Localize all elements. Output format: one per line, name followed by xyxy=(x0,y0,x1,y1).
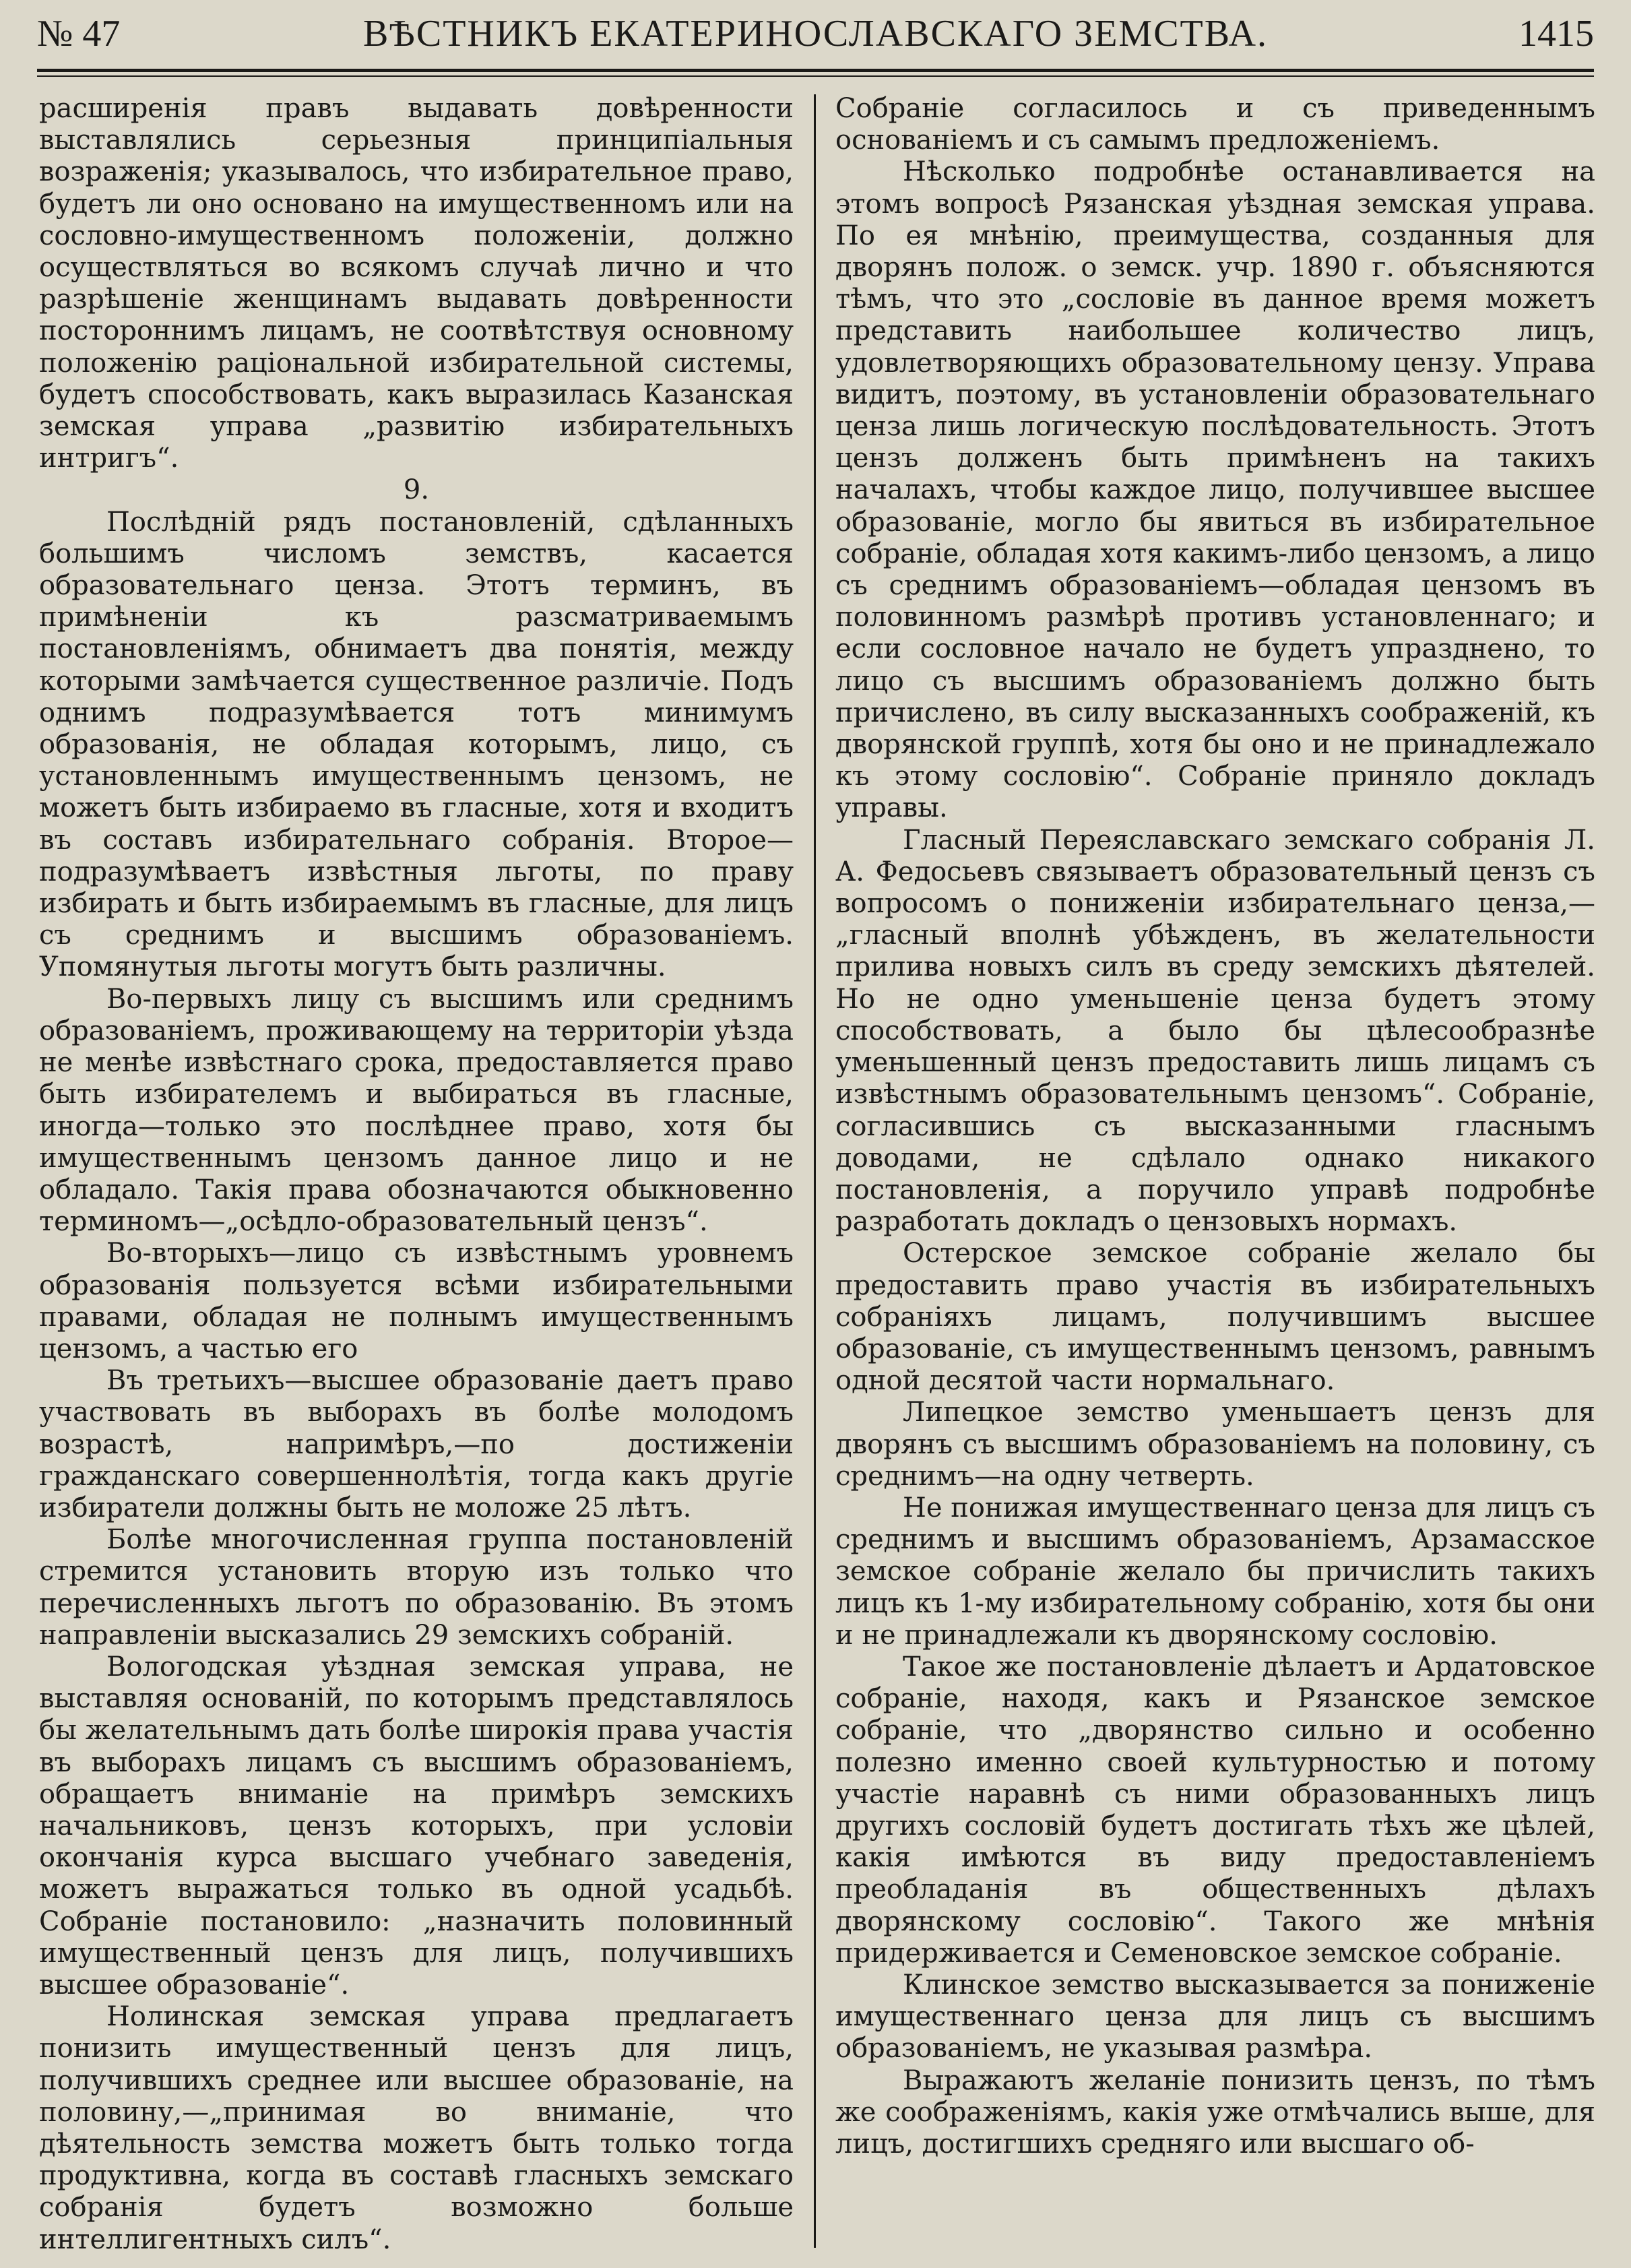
paragraph: Вологодская уѣздная земская управа, не выставляя основаній, по которымъ представлялось бы желательнымъ дать болѣе широкія права участія въ выборахъ лицамъ съ высшимъ образованіемъ, обращаетъ вниманіе на примѣръ земскихъ начальниковъ, цензъ которыхъ, при условіи окончанія курса высшаго учебнаго заведенія, можетъ выражаться только въ одной усадьбѣ. Собраніе постановило: „назначить половинный имущественный цензъ для лицъ, получившихъ высшее образованіе“. xyxy=(39,1651,794,2001)
paragraph: Собраніе согласилось и съ приведеннымъ основаніемъ и съ самымъ предложеніемъ. xyxy=(835,93,1595,156)
paragraph: Нѣсколько подробнѣе останавливается на этомъ вопросѣ Рязанская уѣздная земская управа. По ея мнѣнію, преимущества, созданныя для дворянъ полож. о земск. учр. 1890 г. объясняются тѣмъ, что это „сословіе въ данное время можетъ представить наибольшее количество лицъ, удовлетворяющихъ образовательному цензу. Управа видитъ, поэтому, въ установленіи образовательнаго ценза лишь логическую послѣдовательность. Этотъ цензъ долженъ быть примѣненъ на такихъ началахъ, чтобы каждое лицо, получившее высшее образованіе, могло бы явиться въ избирательное собраніе, обладая хотя какимъ-либо цензомъ, а лицо съ среднимъ образованіемъ—обладая цензомъ въ половинномъ размѣрѣ противъ установленнаго; и если сословное начало не будетъ упразднено, то лицо съ высшимъ образованіемъ должно быть причислено, въ силу высказанныхъ соображеній, къ дворянской группѣ, хотя бы оно и не принадлежало къ этому сословію“. Собраніе приняло докладъ управы. xyxy=(835,156,1595,824)
paragraph: Такое же постановленіе дѣлаетъ и Ардатовское собраніе, находя, какъ и Рязанское земское собраніе, что „дворянство сильно и особенно полезно именно своей культурностью и потому участіе наравнѣ съ ними образованныхъ лицъ другихъ сословій будетъ достигать тѣхъ же цѣлей, какія имѣются въ виду предоставленіемъ преобладанія въ общественныхъ дѣлахъ дворянскому сословію“. Такого же мнѣнія придерживается и Семеновское земское собраніе. xyxy=(835,1651,1595,1969)
section-number: 9. xyxy=(403,474,430,506)
paragraph: Болѣе многочисленная группа постановленій стремится установить вторую изъ только что перечисленныхъ льготъ по образованію. Въ этомъ направленіи высказались 29 земскихъ собраній. xyxy=(39,1524,794,1651)
paragraph: расширенія правъ выдавать довѣренности выставлялись серьезныя принципіальныя возраженія; указывалось, что избирательное право, будетъ ли оно основано на имущественномъ или на сословно-имущественномъ положеніи, должно осуществляться во всякомъ случаѣ лично и что разрѣшеніе женщинамъ выдавать довѣренности постороннимъ лицамъ, не соотвѣтствуя основному положенію раціональной избирательной системы, будетъ способствовать, какъ выразилась Казанская земская управа „развитію избирательныхъ интригъ“. xyxy=(39,93,794,474)
paragraph: Во-первыхъ лицу съ высшимъ или среднимъ образованіемъ, проживающему на территоріи уѣзда не менѣе извѣстнаго срока, предоставляется право быть избирателемъ и выбираться въ гласные, иногда—только это послѣднее право, хотя бы имущественнымъ цензомъ данное лицо и не обладало. Такія права обозначаются обыкновенно терминомъ—„осѣдло-образовательный цензъ“. xyxy=(39,983,794,1238)
paragraph: Липецкое земство уменьшаетъ цензъ для дворянъ съ высшимъ образованіемъ на половину, съ среднимъ—на одну четверть. xyxy=(835,1397,1595,1492)
right-column xyxy=(835,93,1595,2160)
column-divider xyxy=(814,94,816,2248)
paragraph: Остерское земское собраніе желало бы предоставить право участія въ избирательныхъ собраніяхъ лицамъ, получившимъ высшее образованіе, съ имущественнымъ цензомъ, равнымъ одной десятой части нормальнаго. xyxy=(835,1238,1595,1397)
paragraph: Послѣдній рядъ постановленій, сдѣланныхъ большимъ числомъ земствъ, касается образовательнаго ценза. Этотъ терминъ, въ примѣненіи къ разсматриваемымъ постановленіямъ, обнимаетъ два понятія, между которыми замѣчается существенное различіе. Подъ однимъ подразумѣвается тотъ минимумъ образованія, не обладая которымъ, лицо, съ установленнымъ имущественнымъ цензомъ, не можетъ быть избираемо въ гласные, хотя и входитъ въ составъ избирательнаго собранія. Второе—подразумѣваетъ извѣстныя льготы, по праву избирать и быть избираемымъ въ гласные, для лицъ съ среднимъ и высшимъ образованіемъ. Упомянутыя льготы могутъ быть различны. xyxy=(39,506,794,983)
issue-number: № 47 xyxy=(37,13,121,55)
header-rule xyxy=(37,69,1594,72)
left-column xyxy=(39,93,794,2256)
paragraph: Выражаютъ желаніе понизить цензъ, по тѣмъ же соображеніямъ, какія уже отмѣчались выше, для лицъ, достигшихъ средняго или высшаго об- xyxy=(835,2065,1595,2160)
page-number: 1415 xyxy=(1518,13,1594,55)
masthead-title: ВѢСТНИКЪ ЕКАТЕРИНОСЛАВСКАГО ЗЕМСТВА. xyxy=(362,13,1269,55)
paragraph: Не понижая имущественнаго ценза для лицъ съ среднимъ и высшимъ образованіемъ, Арзамасское земское собраніе желало бы причислить такихъ лицъ къ 1-му избирательному собранію, хотя бы они и не принадлежали къ дворянскому сословію. xyxy=(835,1492,1595,1651)
paragraph: Въ третьихъ—высшее образованіе даетъ право участвовать въ выборахъ въ болѣе молодомъ возрастѣ, напримѣръ,—по достиженіи гражданскаго совершеннолѣтія, тогда какъ другіе избиратели должны быть не моложе 25 лѣтъ. xyxy=(39,1365,794,1523)
paragraph: Во-вторыхъ—лицо съ извѣстнымъ уровнемъ образованія пользуется всѣми избирательными правами, обладая не полнымъ имущественнымъ цензомъ, а частью его xyxy=(39,1238,794,1364)
paragraph: Клинское земство высказывается за пониженіе имущественнаго ценза для лицъ съ высшимъ образованіемъ, не указывая размѣра. xyxy=(835,1969,1595,2065)
paragraph: Гласный Переяславскаго земскаго собранія Л. А. Федосьевъ связываетъ образовательный цензъ съ вопросомъ о пониженіи избирательнаго ценза,—„гласный вполнѣ убѣжденъ, въ желательности прилива новыхъ силъ въ среду земскихъ дѣятелей. Но не одно уменьшеніе ценза будетъ этому способствовать, а было бы цѣлесообразнѣе уменьшенный цензъ предоставить лишь лицамъ съ извѣстнымъ образовательнымъ цензомъ“. Собраніе, согласившись съ высказанными гласнымъ доводами, не сдѣлало однако никакого постановленія, а поручило управѣ подробнѣе разработать докладъ о цензовыхъ нормахъ. xyxy=(835,824,1595,1238)
header-rule-thin xyxy=(37,75,1594,77)
page-header xyxy=(37,7,1594,61)
paragraph: Нолинская земская управа предлагаетъ понизить имущественный цензъ для лицъ, получившихъ среднее или высшее образованіе, на половину,—„принимая во вниманіе, что дѣятельность земства можетъ быть только тогда продуктивна, когда въ составѣ гласныхъ земскаго собранія будетъ возможно больше интеллигентныхъ силъ“. xyxy=(39,2001,794,2255)
